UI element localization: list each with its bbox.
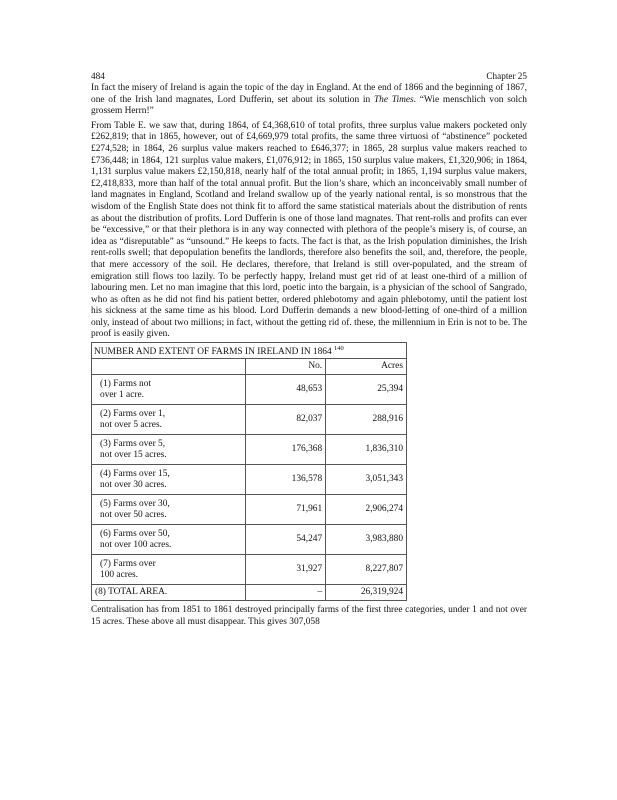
farms-table <box>91 342 407 601</box>
table-title: NUMBER AND EXTENT OF FARMS IN IRELAND IN 1864 <box>94 347 332 358</box>
row-number: 71,961 <box>246 495 326 525</box>
row-label: (2) Farms over 1, not over 5 acres. <box>92 405 246 435</box>
total-number: – <box>246 585 326 601</box>
column-header-no: No. <box>246 359 326 375</box>
row-acres: 288,916 <box>326 405 407 435</box>
table-row <box>92 525 407 555</box>
page-number: 484 <box>91 71 105 81</box>
page <box>91 70 527 629</box>
newspaper-title: The Times <box>373 94 414 105</box>
row-acres: 3,983,880 <box>326 525 407 555</box>
table-row <box>92 555 407 585</box>
table-row <box>92 405 407 435</box>
paragraph-centralisation: Centralisation has from 1851 to 1861 destroyed principally farms of the first three categories, under 1 and not over 15 acres. These above all must disappear. This gives 307,058 <box>91 605 527 628</box>
table-total-row <box>92 585 407 601</box>
row-number: 136,578 <box>246 465 326 495</box>
row-number: 82,037 <box>246 405 326 435</box>
row-label: (7) Farms over 100 acres. <box>92 555 246 585</box>
row-label: (4) Farms over 15, not over 30 acres. <box>92 465 246 495</box>
total-acres: 26,319,924 <box>326 585 407 601</box>
table-row <box>92 375 407 405</box>
column-header-acres: Acres <box>326 359 407 375</box>
row-number: 31,927 <box>246 555 326 585</box>
row-acres: 2,906,274 <box>326 495 407 525</box>
row-number: 54,247 <box>246 525 326 555</box>
paragraph-table-e: From Table E. we saw that, during 1864, of £4,368,610 of total profits, three surplus value makers pocketed only £262,819; that in 1865, however, out of £4,669,979 total profits, the same three virtuosi of “abstinence” pocketed £274,528; in 1864, 26 surplus value makers reached to £646,377; in 1865, 28 surplus value makers reached to £736,448; in 1864, 121 surplus value makers, £1,076,912; in 1865, 150 surplus value makers, £1,320,906; in 1864, 1,131 surplus value makers £2,150,818, nearly half of the total annual profit; in 1865, 1,194 surplus value makers, £2,418,833, more than half of the total annual profit. But the lion’s share, which an inconceivably small number of land magnates in England, Scotland and Ireland swallow up of the yearly national rental, is so monstrous that the wisdom of the English State does not think fit to afford the same statistical materials about the distribution of rents as about the distribution of profits. Lord Dufferin is one of those land magnates. That rent-rolls and profits can ever be “excessive,” or that their plethora is in any way connected with plethora of the people’s misery is, of course, an idea as “disreputable” as “unsound.” He keeps to facts. The fact is that, as the Irish population diminishes, the Irish rent-rolls swell; that depopulation benefits the landlords, therefore also benefits the soil, and, therefore, the people, that mere accessory of the soil. He declares, therefore, that Ireland is still over-populated, and the stream of emigration still flows too lazily. To be perfectly happy, Ireland must get rid of at least one-third of a million of labouring men. Let no man imagine that this lord, poetic into the bargain, is a physician of the school of Sangrado, who as often as he did not find his patient better, ordered phlebotomy and again phlebotomy, until the patient lost his sickness at the same time as his blood. Lord Dufferin demands a new blood-letting of one-third of a million only, instead of about two millions; in fact, without the getting rid of. these, the millennium in Erin is not to be. The proof is easily given. <box>91 120 527 340</box>
total-label: (8) TOTAL AREA. <box>92 585 246 601</box>
row-number: 176,368 <box>246 435 326 465</box>
row-acres: 8,227,807 <box>326 555 407 585</box>
table-caption <box>92 343 407 359</box>
footnote-ref: 140 <box>334 345 344 353</box>
intro-text-a: In fact the misery of Ireland is again the topic of the day in England. At the end of 1866 and the beginning of 1867, one of the Irish land magnates, Lord Dufferin, set about its solution in <box>91 83 527 105</box>
header-blank-cell <box>92 359 246 375</box>
row-number: 48,653 <box>246 375 326 405</box>
row-label: (5) Farms over 30, not over 50 acres. <box>92 495 246 525</box>
row-acres: 25,394 <box>326 375 407 405</box>
table-row <box>92 465 407 495</box>
row-label: (3) Farms over 5, not over 15 acres. <box>92 435 246 465</box>
row-label: (1) Farms not over 1 acre. <box>92 375 246 405</box>
row-acres: 3,051,343 <box>326 465 407 495</box>
chapter-title: Chapter 25 <box>486 71 527 81</box>
paragraph-intro <box>91 83 527 118</box>
row-acres: 1,836,310 <box>326 435 407 465</box>
row-label: (6) Farms over 50, not over 100 acres. <box>92 525 246 555</box>
table-row <box>92 435 407 465</box>
running-head <box>91 70 527 83</box>
table-row <box>92 495 407 525</box>
intro-text-b: . “Wie menschlich von solch grossem Herrn!” <box>91 94 527 117</box>
